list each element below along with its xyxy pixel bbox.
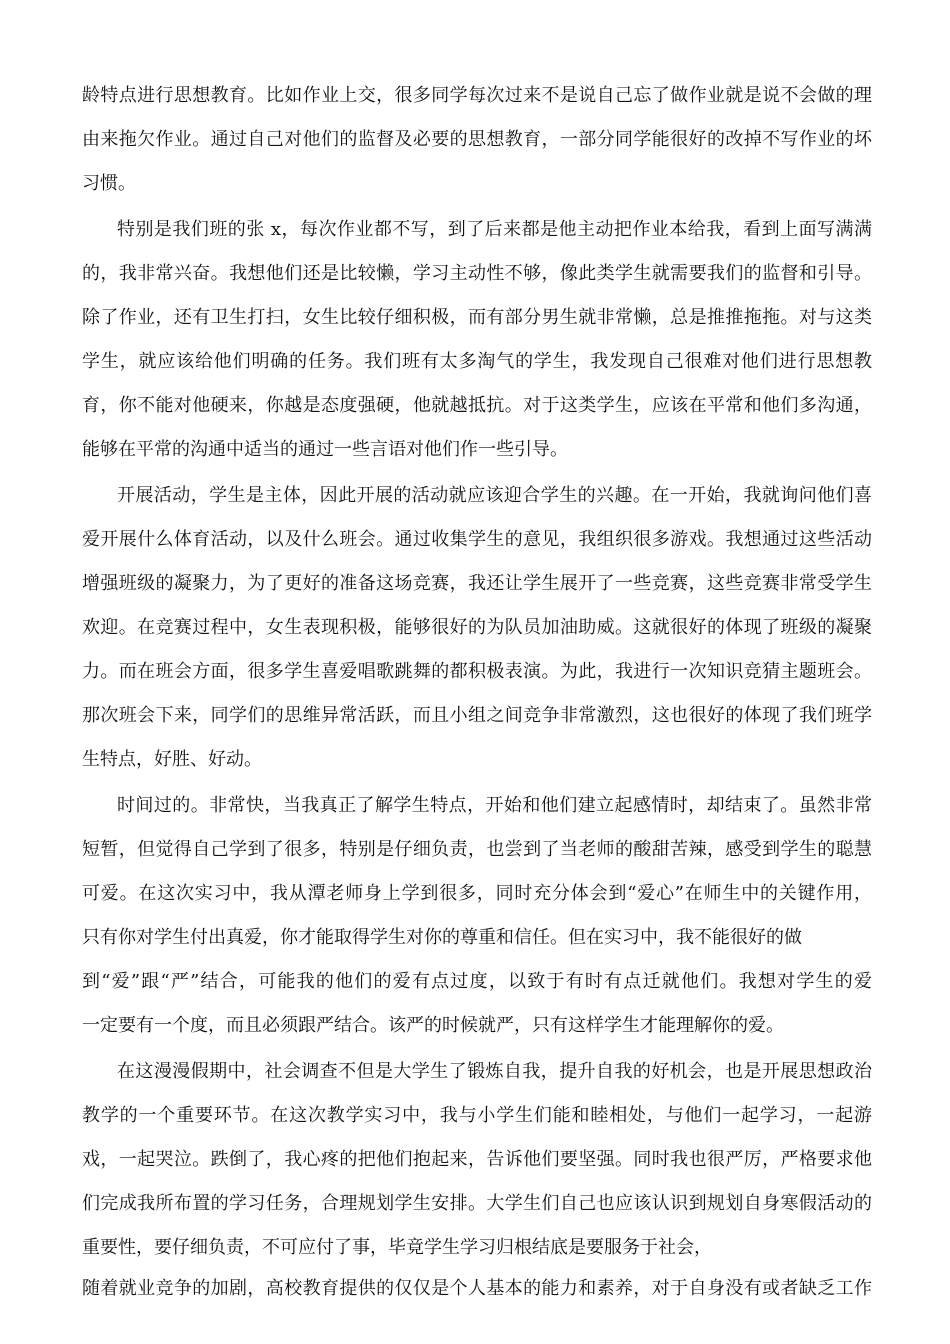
text-line: 龄特点进行思想教育。比如作业上交，很多同学每次过来不是说自己忘了做作业就是说不会做的理 [82,85,872,106]
text-line: 只有你对学生付出真爱，你才能取得学生对你的尊重和信任。但在实习中，我不能很好的做 [82,927,802,948]
text-line: 戏，一起哭泣。跌倒了，我心疼的把他们抱起来，告诉他们要坚强。同时我也很严厉，严格要求他 [82,1149,872,1170]
text-line: 特别是我们班的张 x，每次作业都不写，到了后来都是他主动把作业本给我，看到上面写满满 [117,219,872,240]
text-line: 们完成我所布置的学习任务，合理规划学生安排。大学生们自己也应该认识到规划自身寒假活动的 [82,1193,872,1214]
text-line: 生特点，好胜、好动。 [82,749,262,770]
text-line: 习惯。 [82,173,136,194]
text-line: 在这漫漫假期中，社会调查不但是大学生了锻炼自我，提升自我的好机会，也是开展思想政治 [117,1061,872,1082]
text-line: 能够在平常的沟通中适当的通过一些言语对他们作一些引导。 [82,439,568,460]
text-line: 开展活动，学生是主体，因此开展的活动就应该迎合学生的兴趣。在一开始，我就询问他们喜 [117,485,872,506]
text-line: 可爱。在这次实习中，我从潭老师身上学到很多，同时充分体会到“爱心”在师生中的关键作用， [82,883,872,904]
text-line: 一定要有一个度，而且必须跟严结合。该严的时候就严，只有这样学生才能理解你的爱。 [82,1015,784,1036]
text-line: 学生，就应该给他们明确的任务。我们班有太多淘气的学生，我发现自己很难对他们进行思想教 [82,351,872,372]
text-line: 短暂，但觉得自己学到了很多，特别是仔细负责，也尝到了当老师的酸甜苦辣，感受到学生的聪慧 [82,839,872,860]
text-line: 由来拖欠作业。通过自己对他们的监督及必要的思想教育，一部分同学能很好的改掉不写作业的坏 [82,129,872,150]
text-line: 育，你不能对他硬来，你越是态度强硬，他就越抵抗。对于这类学生，应该在平常和他们多沟通， [82,395,872,416]
text-line: 增强班级的凝聚力，为了更好的准备这场竞赛，我还让学生展开了一些竞赛，这些竞赛非常受学生 [82,573,872,594]
text-line: 重要性，要仔细负责，不可应付了事，毕竟学生学习归根结底是要服务于社会， [82,1237,712,1258]
text-line: 欢迎。在竞赛过程中，女生表现积极，能够很好的为队员加油助威。这就很好的体现了班级的凝聚 [82,617,872,638]
text-line: 爱开展什么体育活动，以及什么班会。通过收集学生的意见，我组织很多游戏。我想通过这些活动 [82,529,872,550]
text-line: 到“爱”跟“严”结合，可能我的他们的爱有点过度，以致于有时有点迁就他们。我想对学生的爱 [82,971,872,992]
text-line: 力。而在班会方面，很多学生喜爱唱歌跳舞的都积极表演。为此，我进行一次知识竞猜主题班会。 [82,661,872,682]
text-line: 除了作业，还有卫生打扫，女生比较仔细积极，而有部分男生就非常懒，总是推推拖拖。对与这类 [82,307,872,328]
text-line: 那次班会下来，同学们的思维异常活跃，而且小组之间竞争非常激烈，这也很好的体现了我们班学 [82,705,872,726]
text-line: 时间过的。非常快，当我真正了解学生特点，开始和他们建立起感情时，却结束了。虽然非常 [117,795,872,816]
text-line: 随着就业竞争的加剧，高校教育提供的仅仅是个人基本的能力和素养，对于自身没有或者缺乏工作 [82,1278,872,1299]
text-line: 教学的一个重要环节。在这次教学实习中，我与小学生们能和睦相处，与他们一起学习，一起游 [82,1105,872,1126]
text-line: 的，我非常兴奋。我想他们还是比较懒，学习主动性不够，像此类学生就需要我们的监督和引导。 [82,263,872,284]
